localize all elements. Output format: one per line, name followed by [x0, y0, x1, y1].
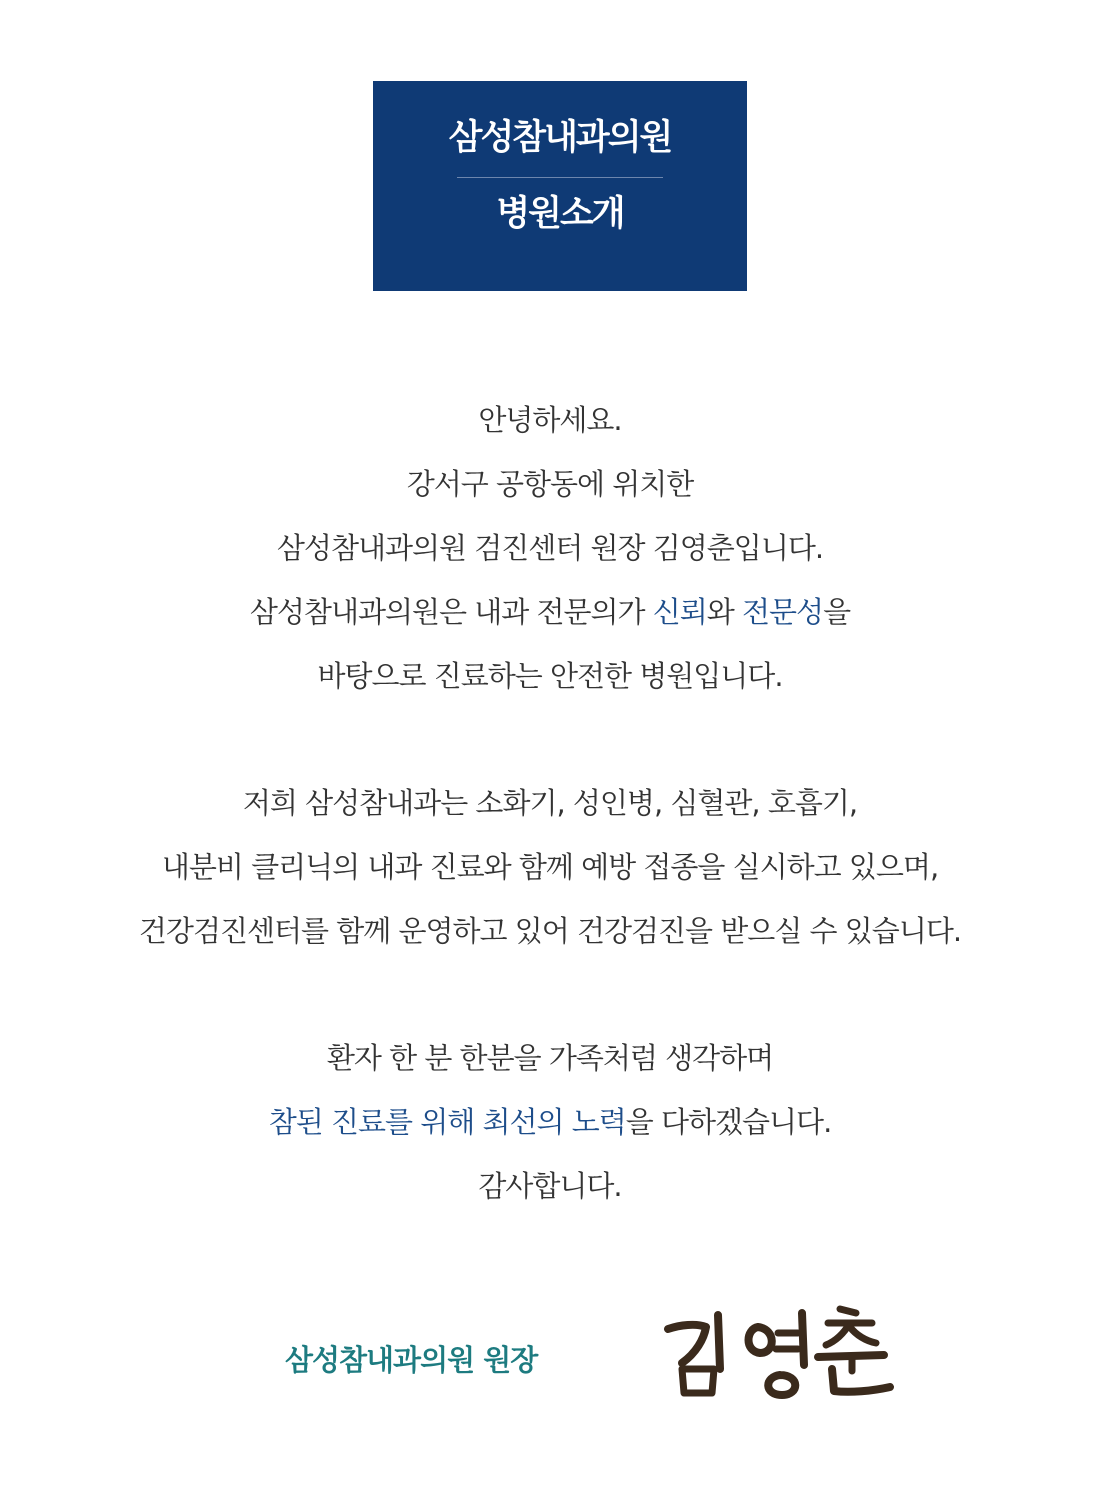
paragraph-spacer [0, 708, 1100, 771]
banner-subtitle: 병원소개 [496, 194, 624, 234]
banner-divider [457, 177, 663, 178]
hospital-intro-banner [373, 81, 747, 291]
message-line: 참된 진료를 위해 최선의 노력을 다하겠습니다. [268, 1105, 832, 1139]
message-line: 건강검진센터를 함께 운영하고 있어 건강검진을 받으실 수 있습니다. [138, 914, 962, 948]
banner-title: 삼성참내과의원 [448, 118, 672, 158]
message-line: 삼성참내과의원 검진센터 원장 김영춘입니다. [276, 531, 824, 565]
message-line: 감사합니다. [478, 1169, 622, 1203]
highlight-best-effort: 참된 진료를 위해 최선의 노력 [268, 1105, 626, 1139]
closing-signature-block [0, 1324, 1100, 1404]
message-line: 안녕하세요. [478, 403, 622, 437]
message-line: 내분비 클리닉의 내과 진료와 함께 예방 접종을 실시하고 있으며, [161, 850, 939, 884]
highlight-trust: 신뢰 [652, 595, 707, 629]
message-line: 저희 삼성참내과는 소화기, 성인병, 심혈관, 호흡기, [242, 786, 858, 820]
director-title: 삼성참내과의원 원장 [285, 1343, 538, 1377]
director-message [0, 388, 1100, 1218]
handwritten-signature [660, 1299, 895, 1399]
message-line: 바탕으로 진료하는 안전한 병원입니다. [317, 659, 783, 693]
message-line: 삼성참내과의원은 내과 전문의가 신뢰와 전문성을 [249, 595, 851, 629]
paragraph-spacer [0, 963, 1100, 1026]
message-line: 강서구 공항동에 위치한 [406, 467, 694, 501]
message-line: 환자 한 분 한분을 가족처럼 생각하며 [326, 1041, 774, 1075]
highlight-expertise: 전문성 [742, 595, 824, 629]
